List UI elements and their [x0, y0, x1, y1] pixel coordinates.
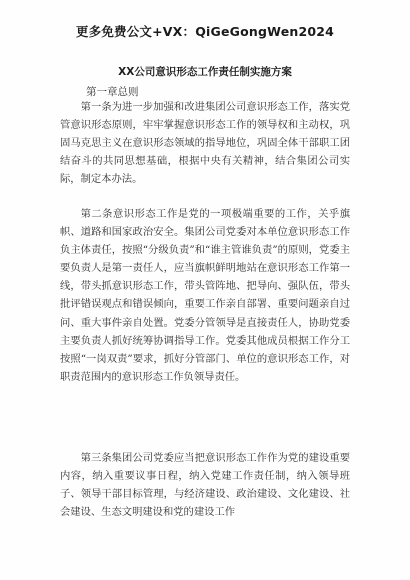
- article-1: [60, 98, 350, 188]
- article-3: [60, 449, 350, 521]
- paragraph-text: 第二条意识形态工作是党的一项极端重要的工作，关乎旗帜、道路和国家政治安全。集团公司党委对本单位意识形态工作负主体责任，按照“分级负责”和“谁主管谁负责”的原则，党委主要负责人是第一责任人，应当旗帜鲜明地站在意识形态工作第一线，带头抓意识形态工作，带头管阵地、把导向、强队伍，带头批评错误观点和错误倾向，重要工作亲自部署、重要问题亲自过问、重大事件亲自处置。党委分管领导是直接责任人，协助党委主要负责人抓好统筹协调指导工作。党委其他成员根据工作分工按照“一岗双责”要求，抓好分管部门、单位的意识形态工作，对职责范围内的意识形态工作负领导责任。: [60, 208, 350, 383]
- paragraph-text: 第一条为进一步加强和改进集团公司意识形态工作，落实党管意识形态原则，牢牢掌握意识形态工作的领导权和主动权，巩固马克思主义在意识形态领域的指导地位，巩固全体干部职工团结奋斗的共同思想基础，根据中央有关精神，结合集团公司实际，制定本办法。: [60, 101, 350, 186]
- document-title: XX公司意识形态工作责任制实施方案: [118, 66, 292, 78]
- paragraph-text: 第三条集团公司党委应当把意识形态工作作为党的建设重要内容，纳入重要议事日程，纳入党建工作责任制，纳入领导班子、领导干部目标管理，与经济建设、政治建设、文化建设、社会建设、生态文明建设和党的建设工作: [60, 452, 350, 519]
- chapter-heading: 第一章总则: [86, 86, 139, 98]
- article-2: [60, 205, 350, 386]
- promo-banner: 更多免费公文+VX：QiGeGongWen2024: [75, 24, 335, 39]
